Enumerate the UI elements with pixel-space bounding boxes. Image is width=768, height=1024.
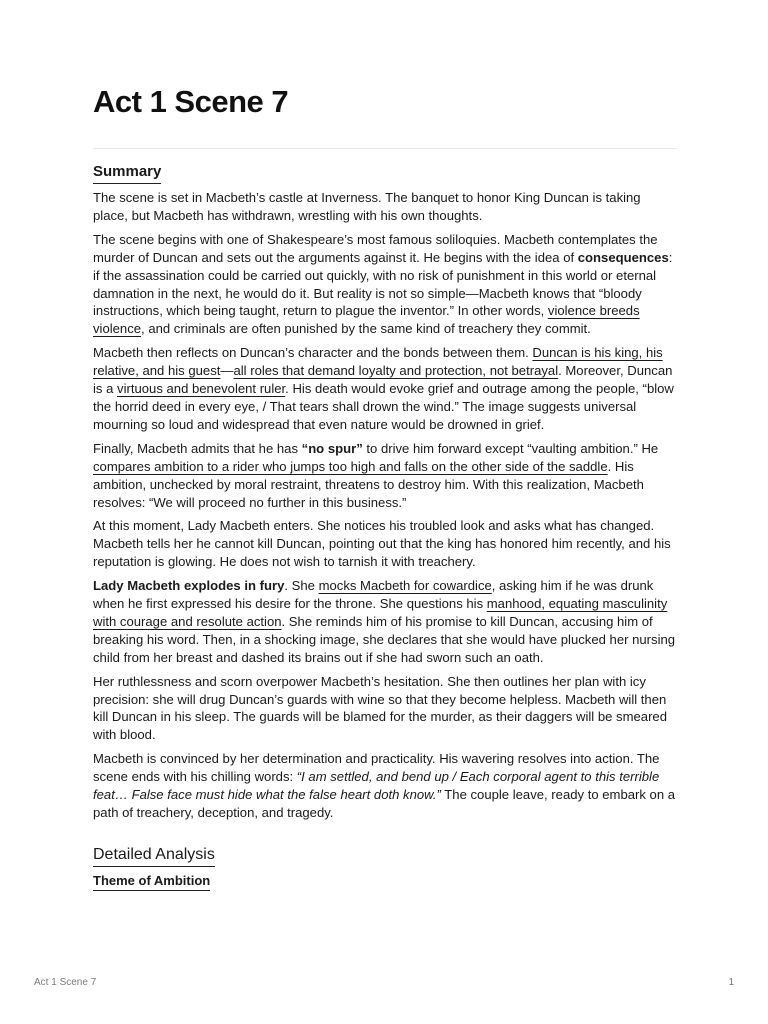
title-divider bbox=[93, 148, 677, 149]
underlined-phrase: violence breeds violence bbox=[93, 303, 640, 337]
paragraph-resolution bbox=[93, 750, 677, 822]
text-span: , asking him if he was drunk when he first expressed his desire for the throne. She questions his bbox=[93, 578, 654, 612]
text-span: , and criminals are often punished by the same kind of treachery they commit. bbox=[141, 321, 591, 337]
bold-phrase: consequences bbox=[577, 249, 669, 265]
paragraph-setting: The scene is set in Macbeth’s castle at Inverness. The banquet to honor King Duncan is taking place, but Macbeth has withdrawn, wrestling with his own thoughts. bbox=[93, 190, 641, 223]
paragraph-ambition bbox=[93, 440, 677, 512]
text-span: Macbeth then reflects on Duncan’s character and the bonds between them. bbox=[93, 345, 533, 361]
summary-heading: Summary bbox=[93, 161, 161, 184]
bold-phrase: Lady Macbeth explodes in fury bbox=[93, 578, 285, 594]
theme-section bbox=[93, 871, 677, 891]
text-span: . She reminds him of his promise to kill Duncan, accusing him of breaking his word. Then, in a shocking image, she declares that she would have plucked her nursing child from her breast and dashed its brains out if she had sworn such an oath. bbox=[93, 613, 676, 665]
underlined-phrase: mocks Macbeth for cowardice bbox=[318, 578, 492, 594]
text-span: The couple leave, ready to embark on a path of treachery, deception, and tragedy. bbox=[93, 787, 676, 820]
text-span: The scene begins with one of Shakespeare’s most famous soliloquies. Macbeth contemplates the murder of Duncan and sets out the arguments against it. He begins with the idea of bbox=[93, 231, 658, 265]
text-span: Macbeth is convinced by her determination and practicality. His wavering resolves into action. The scene ends with his chilling words: bbox=[93, 751, 660, 785]
text-span: — bbox=[220, 363, 234, 379]
bold-phrase: “no spur” bbox=[301, 440, 363, 456]
paragraph-plan: Her ruthlessness and scorn overpower Macbeth’s hesitation. She then outlines her plan with icy precision: she will drug Duncan’s guards with wine so that they become helpless. Macbeth will then kill Duncan in his sleep. The guards will be blamed for the murder, as their daggers will be smeared with blood. bbox=[93, 673, 667, 743]
paragraph-soliloquy bbox=[93, 231, 677, 338]
analysis-heading: Detailed Analysis bbox=[93, 844, 215, 867]
text-span: . His ambition, unchecked by moral restraint, threatens to destroy him. With this realization, Macbeth resolves: “We will proceed no further in this business.” bbox=[93, 458, 644, 510]
text-span: to drive him forward except “vaulting ambition.” He bbox=[362, 440, 659, 456]
paragraph-lady-fury bbox=[93, 577, 677, 667]
text-span: . Moreover, Duncan is a bbox=[93, 363, 673, 397]
document-body bbox=[93, 161, 677, 891]
footer-title: Act 1 Scene 7 bbox=[34, 977, 97, 988]
underlined-phrase: virtuous and benevolent ruler bbox=[117, 381, 286, 397]
analysis-section bbox=[93, 828, 677, 871]
text-span: Finally, Macbeth admits that he has bbox=[93, 440, 302, 456]
text-span: . She bbox=[284, 578, 319, 594]
underlined-phrase: compares ambition to a rider who jumps too high and falls on the other side of the saddle bbox=[93, 458, 608, 474]
page-number: 1 bbox=[728, 977, 734, 988]
underlined-phrase: manhood, equating masculinity with courage and resolute action bbox=[93, 596, 668, 629]
underlined-phrase: all roles that demand loyalty and protection, not betrayal bbox=[233, 363, 559, 379]
text-span: . His death would evoke grief and outrage among the people, “blow the horrid deed in every eye, / That tears shall drown the wind.” The image suggests universal mourning so loud and widespread that even nature would be drowned in grief. bbox=[93, 381, 674, 432]
text-span: : if the assassination could be carried out quickly, with no risk of punishment in this world or eternal damnation in the next, he would do it. But reality is not so simple—Macbeth knows that “bloody instructions, which being taught, return to plague the inventor.” In other words, bbox=[93, 249, 673, 319]
page-title: Act 1 Scene 7 bbox=[93, 84, 289, 119]
paragraph-duncan-character bbox=[93, 344, 677, 434]
underlined-phrase: Duncan is his king, his relative, and his guest bbox=[93, 345, 663, 379]
paragraph-lady-enters: At this moment, Lady Macbeth enters. She notices his troubled look and asks what has changed. Macbeth tells her he cannot kill Duncan, pointing out that the king has honored him recently, and his reputation is glowing. He does not wish to tarnish it with treachery. bbox=[93, 518, 671, 570]
italic-quote: “I am settled, and bend up / Each corporal agent to this terrible feat… False face must hide what the false heart doth know.” bbox=[93, 769, 660, 803]
theme-heading: Theme of Ambition bbox=[93, 871, 210, 891]
